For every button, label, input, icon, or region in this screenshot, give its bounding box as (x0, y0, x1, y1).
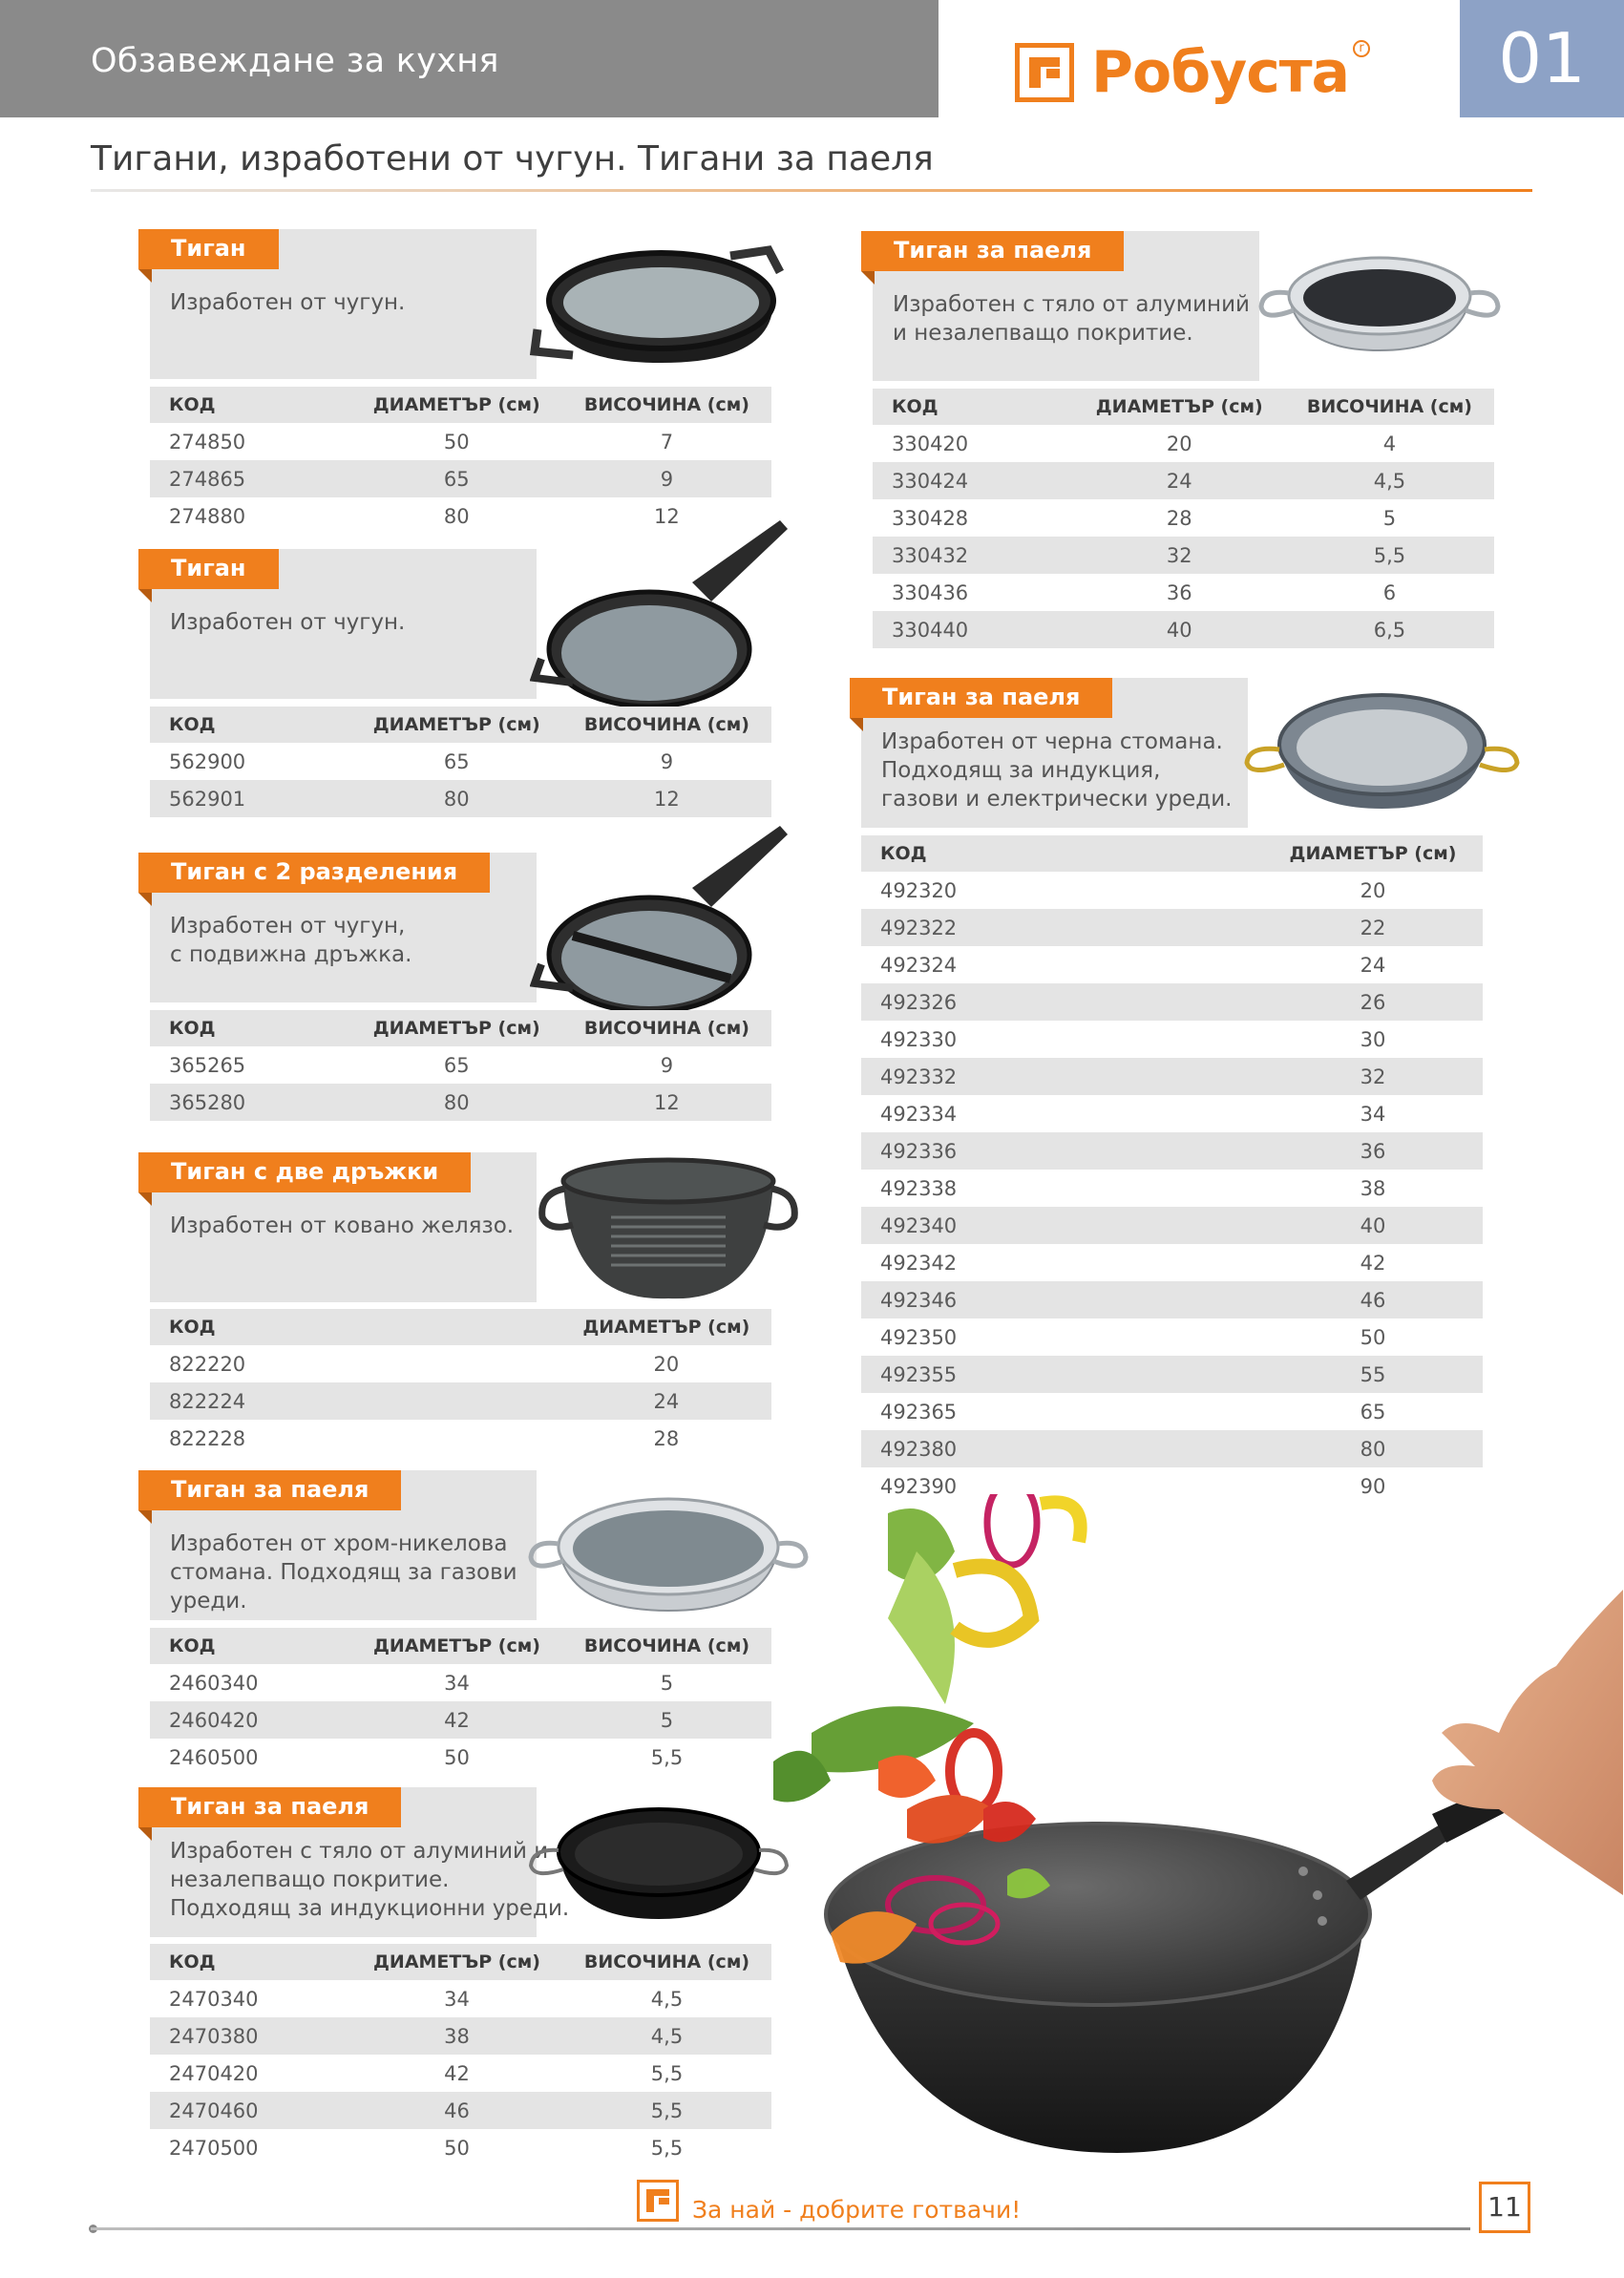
table-row (861, 1207, 1483, 1244)
table-row (861, 909, 1483, 946)
table-cell: 5,5 (650, 1745, 684, 1769)
product-description: Изработен с тяло от алуминий и незалепващо покритие. Подходящ за индукционни уреди. (170, 1839, 570, 1921)
table-cell: 2460420 (150, 1701, 351, 1739)
table-cell: 50 (1360, 1325, 1386, 1349)
table-cell: 22 (1263, 909, 1483, 946)
product-description: Изработен с тяло от алуминий и незалепващо покритие. (893, 292, 1250, 346)
table-cell: 330424 (873, 462, 1074, 499)
table-cell: 20 (1166, 432, 1192, 455)
table-header: ДИАМЕТЪР (см) (351, 1010, 562, 1046)
paella-pan-image (1255, 243, 1504, 358)
table-cell: 2470460 (150, 2092, 351, 2129)
table-cell: 5,5 (650, 2061, 684, 2085)
table-row (150, 2017, 771, 2055)
table-header: ДИАМЕТЪР (см) (351, 387, 562, 423)
table-header: КОД (861, 835, 1263, 872)
table-row (150, 2055, 771, 2092)
table-row (150, 1664, 771, 1701)
table-cell: 12 (654, 504, 680, 528)
table-cell: 9 (562, 460, 771, 497)
cast-iron-pan-image (535, 1150, 802, 1303)
table-cell: 36 (1166, 580, 1192, 604)
table-cell: 34 (444, 1987, 470, 2011)
footer-divider (91, 2227, 1470, 2230)
table-cell: 330420 (892, 432, 969, 455)
table-row (861, 1170, 1483, 1207)
table-row (150, 460, 771, 497)
table-cell: 4,5 (1285, 462, 1494, 499)
table-cell: 80 (1263, 1430, 1483, 1467)
table-row (150, 423, 771, 460)
product-spec-table (150, 707, 771, 817)
table-row (150, 1046, 771, 1084)
brand-logo (1015, 39, 1364, 106)
table-row (861, 983, 1483, 1021)
table-cell: 50 (443, 430, 470, 453)
table-row (861, 1356, 1483, 1393)
table-cell: 65 (443, 749, 470, 773)
table-cell: 822220 (169, 1352, 246, 1376)
table-row (861, 1393, 1483, 1430)
page-title: Тигани, изработени от чугун. Тигани за паеля (91, 139, 934, 179)
table-header: ВИСОЧИНА (см) (562, 1944, 771, 1980)
table-cell: 4 (1382, 432, 1397, 455)
table-cell: 42 (351, 1701, 562, 1739)
table-cell: 32 (1263, 1058, 1483, 1095)
robusta-logo-icon (1015, 43, 1074, 102)
table-cell: 274865 (150, 460, 351, 497)
table-cell: 38 (351, 2017, 562, 2055)
paella-pan-image (525, 1800, 792, 1924)
table-row (873, 462, 1494, 499)
table-header: ДИАМЕТЪР (см) (1263, 835, 1483, 872)
table-header: КОД (150, 1010, 351, 1046)
table-row (861, 1430, 1483, 1467)
table-header: КОД (150, 387, 351, 423)
table-cell: 28 (1166, 506, 1192, 530)
brand-name: Робуста (1091, 39, 1350, 106)
table-cell: 5 (1382, 506, 1397, 530)
table-cell: 26 (1263, 983, 1483, 1021)
table-cell: 2470380 (150, 2017, 351, 2055)
table-cell: 40 (1074, 611, 1285, 648)
table-cell: 492330 (880, 1027, 958, 1051)
table-cell: 274850 (169, 430, 246, 453)
table-cell: 46 (351, 2092, 562, 2129)
table-cell: 5,5 (650, 2136, 684, 2160)
table-cell: 12 (562, 780, 771, 817)
table-cell: 9 (660, 1053, 674, 1077)
footer-slogan: За най - добрите готвачи! (692, 2196, 1022, 2224)
table-cell: 492380 (861, 1430, 1263, 1467)
table-row (150, 1382, 771, 1420)
table-cell (352, 1345, 561, 1382)
table-cell: 562901 (150, 780, 351, 817)
table-cell: 2470500 (169, 2136, 259, 2160)
chapter-number: 01 (1460, 0, 1624, 117)
table-cell: 365265 (169, 1053, 246, 1077)
product-title: Тиган за паеля (861, 231, 1124, 271)
table-cell: 4,5 (650, 1987, 684, 2011)
table-cell: 492336 (861, 1132, 1263, 1170)
table-row (873, 425, 1494, 462)
table-row (861, 1095, 1483, 1132)
table-header: ДИАМЕТЪР (см) (1074, 389, 1285, 425)
table-cell: 12 (562, 1084, 771, 1121)
table-cell: 492390 (880, 1474, 958, 1498)
table-cell: 40 (1263, 1207, 1483, 1244)
table-row (873, 499, 1494, 537)
table-header: ВИСОЧИНА (см) (562, 1628, 771, 1664)
table-header: ДИАМЕТЪР (см) (351, 1944, 562, 1980)
table-cell: 492332 (861, 1058, 1263, 1095)
table-cell: 492320 (880, 878, 958, 902)
table-row (861, 946, 1483, 983)
table-cell: 5 (562, 1701, 771, 1739)
table-cell: 50 (444, 2136, 470, 2160)
table-cell: 492338 (880, 1176, 958, 1200)
table-cell (352, 1382, 561, 1420)
cast-iron-pan-image (530, 516, 792, 707)
product-description: Изработен от ковано желязо. (170, 1213, 515, 1238)
product-spec-table (150, 1944, 771, 2166)
product-title: Тиган за паеля (850, 678, 1112, 718)
table-cell: 6 (1382, 580, 1397, 604)
table-header: ВИСОЧИНА (см) (562, 707, 771, 743)
table-row (861, 1281, 1483, 1318)
cast-iron-pan-image (530, 229, 792, 372)
title-divider (91, 189, 1532, 192)
table-row (150, 2092, 771, 2129)
table-header: КОД (150, 1944, 351, 1980)
table-header: ВИСОЧИНА (см) (1285, 389, 1494, 425)
table-cell (352, 1420, 561, 1457)
product-title: Тиган с 2 разделения (138, 853, 490, 893)
table-cell: 274880 (169, 504, 246, 528)
table-cell: 30 (1360, 1027, 1386, 1051)
table-header: ВИСОЧИНА (см) (562, 1010, 771, 1046)
product-spec-table (150, 387, 771, 535)
product-description: Изработен от хром-никелова стомана. Подходящ за газови уреди. (170, 1531, 517, 1614)
table-cell: 330432 (873, 537, 1074, 574)
product-spec-table (150, 1309, 771, 1457)
product-spec-table (873, 389, 1494, 648)
table-row (150, 780, 771, 817)
table-cell: 492340 (861, 1207, 1263, 1244)
table-cell: 5,5 (1285, 537, 1494, 574)
product-title: Тиган (138, 229, 279, 269)
table-cell: 65 (1360, 1400, 1386, 1424)
table-cell: 65 (351, 460, 562, 497)
table-cell: 32 (1074, 537, 1285, 574)
table-cell: 38 (1360, 1176, 1386, 1200)
table-row (861, 1244, 1483, 1281)
paella-pan-image (525, 1485, 812, 1618)
table-row (861, 1021, 1483, 1058)
product-title: Тиган с две дръжки (138, 1152, 471, 1192)
table-cell: 492350 (880, 1325, 958, 1349)
table-cell: 330440 (873, 611, 1074, 648)
table-cell: 330428 (892, 506, 969, 530)
table-cell: 34 (444, 1671, 470, 1695)
registered-mark-icon: r (1353, 40, 1370, 57)
table-cell: 36 (1263, 1132, 1483, 1170)
table-row (150, 2129, 771, 2166)
table-cell: 2460500 (169, 1745, 259, 1769)
table-cell: 24 (1074, 462, 1285, 499)
table-cell: 330436 (892, 580, 969, 604)
product-description: Изработен от чугун. (170, 290, 406, 315)
table-cell: 492365 (880, 1400, 958, 1424)
table-row (873, 537, 1494, 574)
product-description: Изработен от чугун, с подвижна дръжка. (170, 914, 412, 967)
table-cell: 492324 (880, 953, 958, 977)
table-row (150, 1980, 771, 2017)
table-row (861, 1132, 1483, 1170)
table-cell: 46 (1263, 1281, 1483, 1318)
table-row (150, 1084, 771, 1121)
table-header: ВИСОЧИНА (см) (562, 387, 771, 423)
wok-with-vegetables-image (773, 1494, 1623, 2153)
cast-iron-pan-image (530, 821, 792, 1012)
table-cell: 24 (561, 1382, 771, 1420)
robusta-logo-icon (637, 2180, 679, 2222)
table-cell: 5,5 (562, 2092, 771, 2129)
table-row (861, 1318, 1483, 1356)
table-cell: 55 (1263, 1356, 1483, 1393)
table-cell: 6,5 (1285, 611, 1494, 648)
table-cell: 492355 (861, 1356, 1263, 1393)
table-header: ДИАМЕТЪР (см) (561, 1309, 771, 1345)
table-row (861, 872, 1483, 909)
table-cell: 822228 (169, 1426, 246, 1450)
product-title: Тиган (138, 549, 279, 589)
table-header (352, 1309, 561, 1345)
table-row (150, 743, 771, 780)
table-cell: 822224 (150, 1382, 352, 1420)
table-cell: 20 (1360, 878, 1386, 902)
table-cell: 80 (443, 504, 470, 528)
table-cell: 34 (1360, 1102, 1386, 1126)
table-cell: 20 (653, 1352, 680, 1376)
paella-pan-image (1241, 683, 1523, 816)
product-spec-table (861, 835, 1483, 1505)
table-cell: 9 (660, 749, 674, 773)
table-cell: 42 (444, 2061, 470, 2085)
table-cell: 2460340 (169, 1671, 259, 1695)
table-cell: 7 (660, 430, 674, 453)
table-cell: 2470420 (169, 2061, 259, 2085)
table-cell: 42 (1360, 1251, 1386, 1275)
product-title: Тиган за паеля (138, 1470, 401, 1510)
product-description: Изработен от черна стомана. Подходящ за индукция, газови и електрически уреди. (881, 729, 1233, 812)
table-cell: 24 (1360, 953, 1386, 977)
table-row (150, 1739, 771, 1776)
table-header: ДИАМЕТЪР (см) (351, 707, 562, 743)
table-row (861, 1058, 1483, 1095)
table-cell: 80 (351, 780, 562, 817)
table-row (873, 574, 1494, 611)
table-cell: 562900 (169, 749, 246, 773)
table-cell: 492326 (861, 983, 1263, 1021)
table-cell: 492342 (880, 1251, 958, 1275)
product-spec-table (150, 1010, 771, 1121)
table-cell: 492346 (861, 1281, 1263, 1318)
product-title: Тиган за паеля (138, 1787, 401, 1827)
table-row (873, 611, 1494, 648)
table-cell: 90 (1360, 1474, 1386, 1498)
table-header: КОД (150, 707, 351, 743)
table-cell: 492322 (861, 909, 1263, 946)
table-cell: 5 (660, 1671, 674, 1695)
table-cell: 65 (443, 1053, 470, 1077)
table-row (150, 1345, 771, 1382)
table-header: КОД (150, 1628, 351, 1664)
table-row (150, 1701, 771, 1739)
table-cell: 2470340 (169, 1987, 259, 2011)
table-cell: 28 (653, 1426, 680, 1450)
page-number: 11 (1479, 2182, 1530, 2233)
table-cell: 365280 (150, 1084, 351, 1121)
table-header: ДИАМЕТЪР (см) (351, 1628, 562, 1664)
table-cell: 492334 (880, 1102, 958, 1126)
table-cell: 4,5 (562, 2017, 771, 2055)
table-cell: 50 (444, 1745, 470, 1769)
table-header: КОД (150, 1309, 352, 1345)
section-title: Обзавеждане за кухня (91, 42, 499, 80)
product-spec-table (150, 1628, 771, 1776)
table-header: КОД (873, 389, 1074, 425)
table-row (150, 1420, 771, 1457)
table-cell: 80 (351, 1084, 562, 1121)
product-description: Изработен от чугун. (170, 610, 406, 635)
